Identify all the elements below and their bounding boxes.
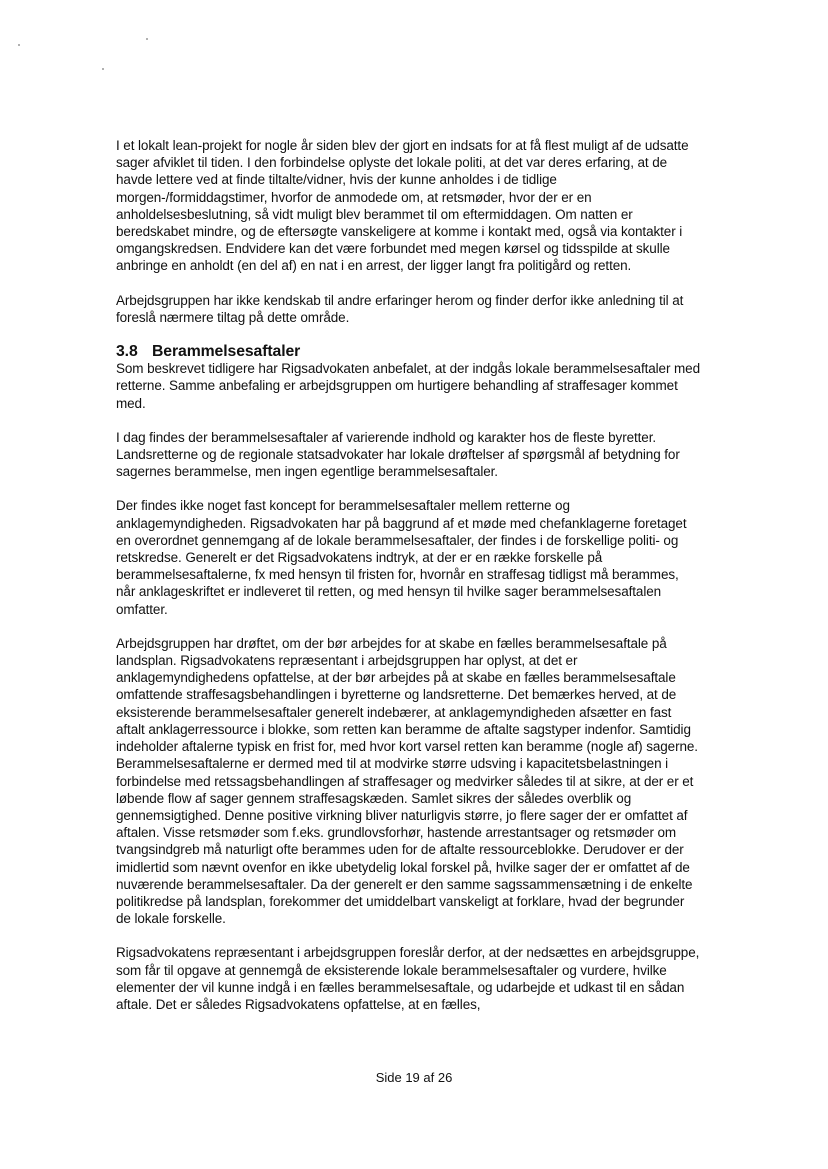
paragraph-lean-project: I et lokalt lean-projekt for nogle år siden blev der gjort en indsats for at få flest muligt af de udsatte sager afviklet til tiden. I den forbindelse oplyste det lokale politi, at det var deres erfaring, at de havde lettere ved at finde tiltalte/vidner, hvis der kunne anholdes i de tidlige morgen-/formiddagstimer, hvorfor de anmodede om, at retsmøder, hvor der er en anholdelsesbeslutning, så vidt muligt blev berammet til om eftermiddagen. Om natten er beredskabet mindre, og de eftersøgte vanskeligere at komme i kontakt med, også via kontakter i omgangskredsen. Endvidere kan det være forbundet med megen kørsel og tidsspilde at skulle anbringe en anholdt (en del af) en nat i en arrest, der ligger langt fra politigård og retten. bbox=[116, 138, 689, 274]
paragraph-recommendation: Som beskrevet tidligere har Rigsadvokaten anbefalet, at der indgås lokale berammelsesaftaler med retterne. Samme anbefaling er arbejdsgruppen om hurtigere behandling af straffesager kommet med. bbox=[116, 361, 700, 411]
paragraph-proposal: Rigsadvokatens repræsentant i arbejdsgruppen foreslår derfor, at der nedsættes en arbejdsgruppe, som får til opgave at gennemgå de eksisterende lokale berammelsesaftaler og vurdere, hvilke elementer der vil kunne indgå i en fælles berammelsesaftale, og udarbejde et udkast til en sådan aftale. Det er således Rigsadvokatens opfattelse, at en fælles, bbox=[116, 945, 700, 1012]
section-number: 3.8 bbox=[116, 343, 138, 361]
paragraph-current-agreements: I dag findes der berammelsesaftaler af varierende indhold og karakter hos de fleste byretter. Landsretterne og de regionale statsadvokater har lokale drøftelser af spørgsmål af betydning for sagernes berammelse, men ingen egentlige berammelsesaftaler. bbox=[116, 429, 680, 480]
scan-speck bbox=[18, 44, 20, 46]
paragraph-national-agreement: Arbejdsgruppen har drøftet, om der bør arbejdes for at skabe en fælles berammelsesaftale på landsplan. Rigsadvokatens repræsentant i arbejdsgruppen har oplyst, at det er anklagemyndighedens opfattelse, at der bør arbejdes på at skabe en fælles berammelsesaftale omfattende straffesagsbehandlingen i byretterne og landsretterne. Det bemærkes herved, at de eksisterende berammelsesaftaler generelt indebærer, at anklagemyndigheden afsætter en fast aftalt anklagerressource i blokke, som retten kan beramme de aftalte sagstyper indenfor. Samtidig indeholder aftalerne typisk en frist for, med hvor kort varsel retten kan beramme (nogle af) sagerne. Berammelsesaftalerne er dermed med til at modvirke større udsving i kapacitetsbelastningen i forbindelse med retssagsbehandlingen af straffesager og medvirker således til at sikre, at der er et løbende flow af sager gennem straffesagskæden. Samlet sikres der således overblik og gennemsigtighed. Denne positive virkning bliver naturligvis større, jo flere sager der er omfattet af aftalen. Visse retsmøder som f.eks. grundlovsforhør, hastende arrestantsager og retsmøder om tvangsindgreb må naturligt ofte berammes uden for de aftalte ressourceblokke. Derudover er der imidlertid som nævnt ovenfor en ikke ubetydelig lokal forskel på, hvilke sager der er omfattet af de nuværende berammelsesaftaler. Da der generelt er den samme sagssammensætning i de enkelte politikredse på landsplan, forekommer det umiddelbart vanskeligt at forklare, hvad der begrunder de lokale forskelle. bbox=[116, 635, 698, 927]
page-number: Side 19 af 26 bbox=[375, 1070, 453, 1085]
scan-speck bbox=[146, 38, 148, 40]
scan-speck bbox=[102, 68, 104, 70]
paragraph-no-further-measures: Arbejdsgruppen har ikke kendskab til andre erfaringer herom og finder derfor ikke anledning til at foreslå nærmere tiltag på dette område. bbox=[116, 292, 684, 325]
document-body bbox=[116, 137, 700, 1030]
section-title: Berammelsesaftaler bbox=[152, 343, 301, 361]
section-heading bbox=[116, 343, 700, 360]
paragraph-no-fixed-concept: Der findes ikke noget fast koncept for berammelsesaftaler mellem retterne og anklagemyndigheden. Rigsadvokaten har på baggrund af et møde med chefanklagerne foretaget en overordnet gennemgang af de lokale berammelsesaftaler, der findes i de forskellige politi- og retskredse. Generelt er det Rigsadvokatens indtryk, at der er en række forskelle på berammelsesaftalerne, fx med hensyn til fristen for, hvornår en straffesag tidligst må berammes, når anklageskriftet er indleveret til retten, og med hensyn til hvilke sager berammelsesaftalen omfatter. bbox=[116, 498, 687, 617]
